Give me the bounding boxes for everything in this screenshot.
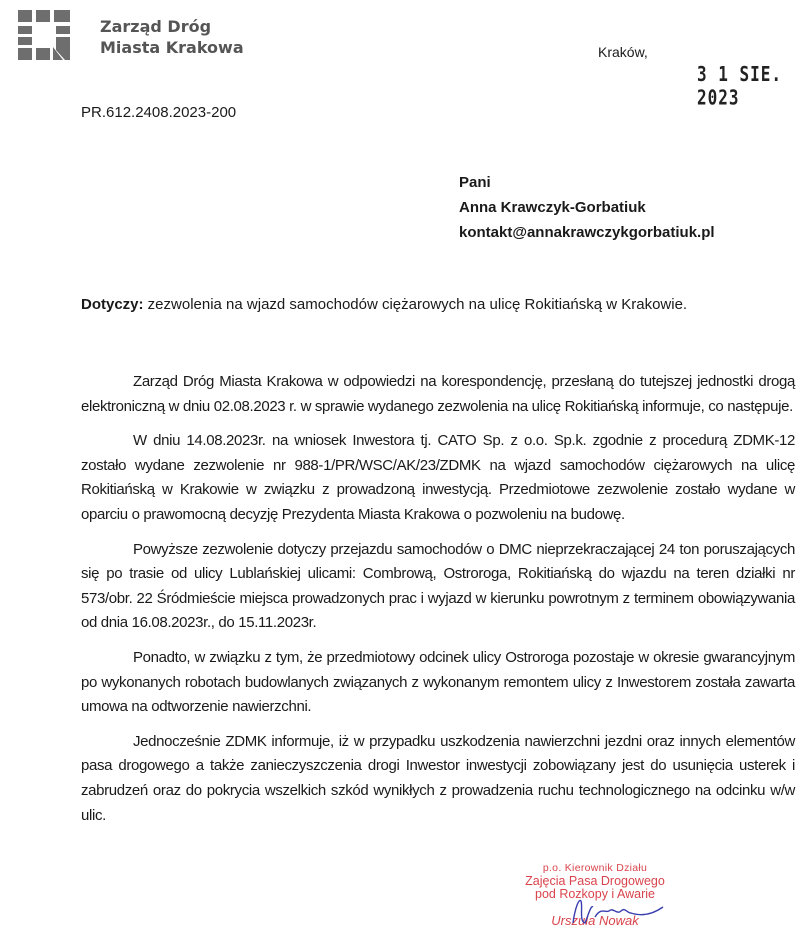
signature-department: Zajęcia Pasa Drogowego <box>525 874 665 888</box>
subject-label: Dotyczy: <box>81 296 144 313</box>
date-stamp: 3 1 SIE. 2023 <box>697 62 783 110</box>
paragraph: Ponadto, w związku z tym, że przedmiotowy odcinek ulicy Ostroroga pozostaje w okresie gwarancyjnym po wykonanych robotach budowlanych związanych z wykonanym remontem ulicy z Inwestorem została zawarta umowa na odtworzenie nawierzchni. <box>81 648 795 716</box>
recipient-name: Anna Krawczyk-Gorbatiuk <box>459 199 646 216</box>
org-name-line2: Miasta Krakowa <box>100 38 244 57</box>
letter-body <box>81 370 795 838</box>
zdmk-logo-icon <box>18 10 70 60</box>
org-name-line1: Zarząd Dróg <box>100 17 212 36</box>
subject-text: zezwolenia na wjazd samochodów ciężarowych na ulicę Rokitiańską w Krakowie. <box>143 296 688 313</box>
signature-department-sub: pod Rozkopy i Awarie <box>535 887 655 901</box>
paragraph: Jednocześnie ZDMK informuje, iż w przypadku uszkodzenia nawierzchni jezdni oraz innych elementów pasa drogowego a także zanieczyszczenia drogi Inwestor inwestycji zobowiązany jest do usunięcia usterek i zabrudzeń oraz do pokrycia wszelkich szkód wynikłych z prowadzenia ruchu technologicznego na odcinku w/w ulic. <box>81 732 795 824</box>
recipient-email: kontakt@annakrawczykgorbatiuk.pl <box>459 224 715 241</box>
signature-title: p.o. Kierownik Działu <box>542 862 648 874</box>
subject-line <box>81 296 687 313</box>
org-name <box>100 16 244 58</box>
paragraph: Zarząd Dróg Miasta Krakowa w odpowiedzi na korespondencję, przesłaną do tutejszej jednostki drogą elektroniczną w dniu 02.08.2023 r. w sprawie wydanego zezwolenia na ulicę Rokitiańską informuje, co następuje. <box>81 373 795 415</box>
paragraph: Powyższe zezwolenie dotyczy przejazdu samochodów o DMC nieprzekraczającej 24 ton poruszających się po trasie od ulicy Lublańskiej ulicami: Combrową, Ostroroga, Rokitiańską do wjazdu na teren działki nr 573/obr. 22 Śródmieście miejsca prowadzonych prac i wyjazd w kierunku powrotnym z terminem obowiązywania od dnia 16.08.2023r., do 15.11.2023r. <box>81 540 795 632</box>
place: Kraków, <box>598 44 648 60</box>
reference-number: PR.612.2408.2023-200 <box>81 104 237 121</box>
signatory-name: Urszula Nowak <box>551 913 639 928</box>
paragraph: W dniu 14.08.2023r. na wniosek Inwestora tj. CATO Sp. z o.o. Sp.k. zgodnie z procedurą ZDMK-12 zostało wydane zezwolenie nr 988-1/PR/WSC/AK/23/ZDMK na wjazd samochodów ciężarowych na ulicę Rokitiańską w Krakowie w związku z prowadzoną inwestycją. Przedmiotowe zezwolenie zostało wydane w oparciu o prawomocną decyzję Prezydenta Miasta Krakowa o pozwoleniu na budowę. <box>81 432 795 523</box>
handwritten-signature-icon <box>565 893 665 933</box>
recipient-salutation: Pani <box>459 174 491 191</box>
recipient-block <box>459 170 715 245</box>
